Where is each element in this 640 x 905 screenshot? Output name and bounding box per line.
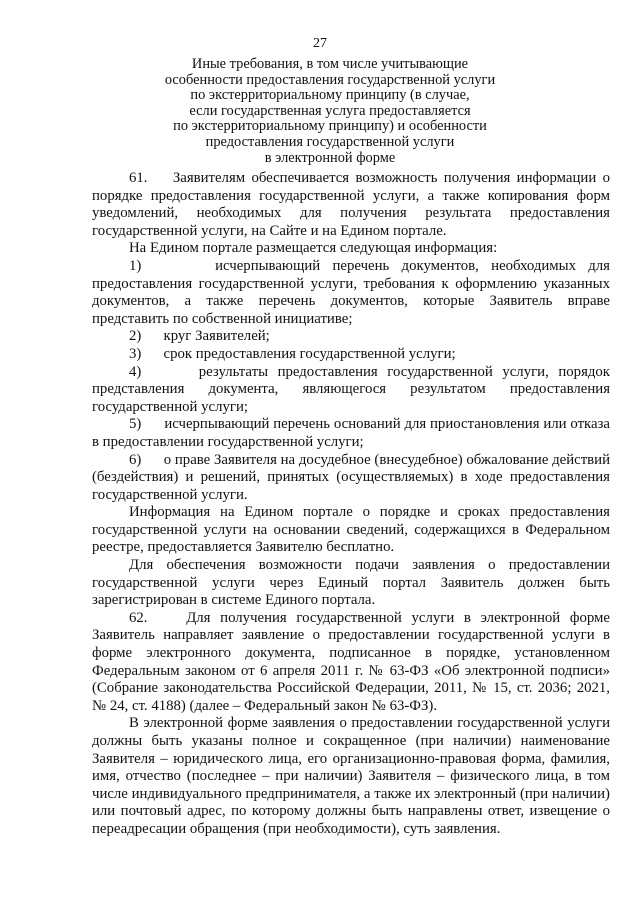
paragraph: 61. Заявителям обеспечивается возможность получения информации о порядке предоставления государственной услуги, а также копирования форм уведомлений, необходимых для получения результата предоставления государственной услуги, на Сайте и на Едином портале. xyxy=(92,170,610,239)
heading-line: предоставления государственной услуги xyxy=(205,133,455,150)
heading-line: в электронной форме xyxy=(264,149,396,166)
paragraph: На Едином портале размещается следующая информация: xyxy=(129,240,498,257)
heading-line: Иные требования, в том числе учитывающие xyxy=(191,56,469,72)
page-number: 27 xyxy=(313,36,327,51)
list-item: 1) исчерпывающий перечень документов, необходимых для предоставления государственной услуги, требования к оформлению указанных документов, а также перечень документов, которые Заявитель вправе представить по собственной инициативе; xyxy=(92,257,610,327)
paragraph: В электронной форме заявления о предоставлении государственной услуги должны быть указаны полное и сокращенное (при наличии) наименование Заявителя – юридического лица, его организационно-правовая форма, фамилия, имя, отчество (последнее – при наличии) Заявителя – физического лица, в том числе индивидуального предпринимателя, а также их электронный (при наличии) или почтовый адрес, по которому должны быть направлены ответ, извещение о переадресации обращения (при необходимости), суть заявления. xyxy=(92,715,610,837)
paragraph: Информация на Едином портале о порядке и сроках предоставления государственной услуги на основании сведений, содержащихся в Федеральном реестре, предоставляется Заявителю бесплатно. xyxy=(92,504,610,556)
list-item: 6) о праве Заявителя на досудебное (внесудебное) обжалование действий (бездействия) и решений, принятых (осуществляемых) в ходе предоставления государственной услуги. xyxy=(92,451,610,503)
list-item: 5) исчерпывающий перечень оснований для приостановления или отказа в предоставлении государственной услуги; xyxy=(92,416,610,450)
list-item: 2) круг Заявителей; xyxy=(129,328,270,345)
list-item: 4) результаты предоставления государственной услуги, порядок представления документа, являющегося результатом предоставления государственной услуги; xyxy=(92,363,610,415)
heading-line: по экстерриториальному принципу (в случае, xyxy=(190,87,470,104)
heading-line: по экстерриториальному принципу) и особенности xyxy=(173,118,487,135)
document-body xyxy=(92,170,610,839)
paragraph: 62. Для получения государственной услуги в электронной форме Заявитель направляет заявление о предоставлении государственной услуги в форме электронного документа, подписанное в порядке, установленном Федеральным законом от 6 апреля 2011 г. № 63-ФЗ «Об электронной подписи» (Собрание законодательства Российской Федерации, 2011, № 15, ст. 2036; 2021, № 24, ст. 4188) (далее – Федеральный закон № 63-ФЗ). xyxy=(92,609,610,714)
section-heading xyxy=(160,57,500,166)
heading-line: особенности предоставления государственной услуги xyxy=(164,71,496,88)
list-item: 3) срок предоставления государственной услуги; xyxy=(129,345,456,362)
paragraph: Для обеспечения возможности подачи заявления о предоставлении государственной услуги через Единый портал Заявитель должен быть зарегистрирован в системе Единого портала. xyxy=(92,557,610,609)
heading-line: если государственная услуга предоставляется xyxy=(189,102,471,119)
